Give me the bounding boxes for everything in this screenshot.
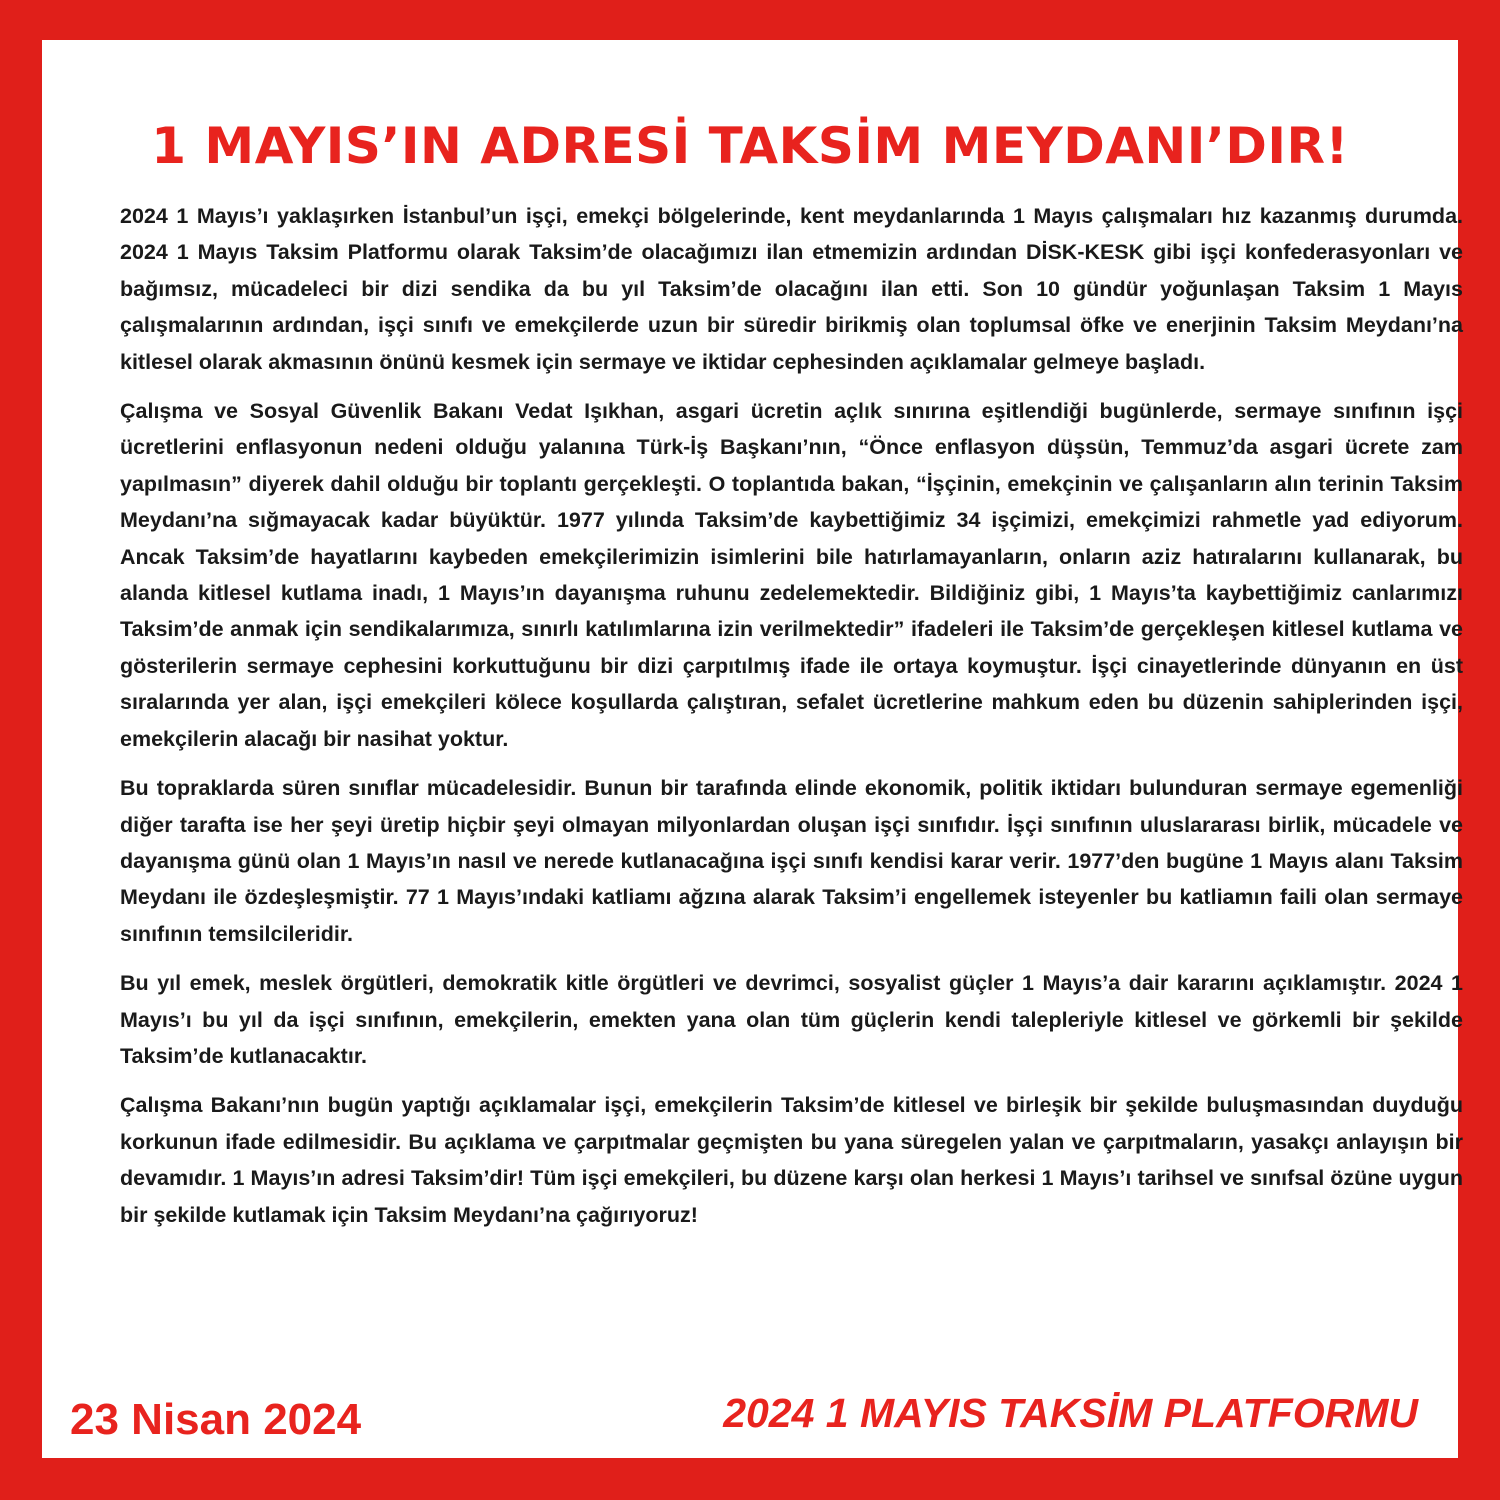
paragraph-5: Çalışma Bakanı’nın bugün yaptığı açıklamalar işçi, emekçilerin Taksim’de kitlesel ve birleşik bir şekilde buluşmasından duyduğu korkunun ifade edilmesidir. Bu açıklama ve çarpıtmalar geçmişten bu yana süregelen yalan ve çarpıtmaların, yasakçı anlayışın bir devamıdır. 1 Mayıs’ın adresi Taksim’dir! Tüm işçi emekçileri, bu düzene karşı olan herkesi 1 Mayıs’ı tarihsel ve sınıfsal özüne uygun bir şekilde kutlamak için Taksim Meydanı’na çağırıyoruz! — [120, 1093, 1463, 1227]
statement-date: 23 Nisan 2024 — [70, 1395, 362, 1444]
statement-body — [120, 198, 1463, 1246]
paragraph-4: Bu yıl emek, meslek örgütleri, demokratik kitle örgütleri ve devrimci, sosyalist güçler 1 Mayıs’a dair kararını açıklamıştır. 2024 1 Mayıs’ı bu yıl da işçi sınıfının, emekçilerin, emekten yana olan tüm güçlerin kendi talepleriyle kitlesel ve görkemli bir şekilde Taksim’de kutlanacaktır. — [120, 971, 1463, 1068]
paragraph-1: 2024 1 Mayıs’ı yaklaşırken İstanbul’un işçi, emekçi bölgelerinde, kent meydanlarında 1 Mayıs çalışmaları hız kazanmış durumda. 2024 1 Mayıs Taksim Platformu olarak Taksim’de olacağımızı ilan etmemizin ardından DİSK-KESK gibi işçi konfederasyonları ve bağımsız, mücadeleci bir dizi sendika da bu yıl Taksim’de olacağını ilan etti. Son 10 gündür yoğunlaşan Taksim 1 Mayıs çalışmalarının ardından, işçi sınıfı ve emekçilerde uzun bir süredir birikmiş olan toplumsal öfke ve enerjinin Taksim Meydanı’na kitlesel olarak akmasının önünü kesmek için sermaye ve iktidar cephesinden açıklamalar gelmeye başladı. — [120, 204, 1463, 374]
paragraph-2: Çalışma ve Sosyal Güvenlik Bakanı Vedat Işıkhan, asgari ücretin açlık sınırına eşitlendiği bugünlerde, sermaye sınıfının işçi ücretlerini enflasyonun nedeni olduğu yalanına Türk-İş Başkanı’nın, “Önce enflasyon düşsün, Temmuz’da asgari ücrete zam yapılmasın” diyerek dahil olduğu bir toplantı gerçekleşti. O toplantıda bakan, “İşçinin, emekçinin ve çalışanların alın terinin Taksim Meydanı’na sığmayacak kadar büyüktür. 1977 yılında Taksim’de kaybettiğimiz 34 işçimizi, emekçimizi rahmetle yad ediyorum. Ancak Taksim’de hayatlarını kaybeden emekçilerimizin isimlerini bile hatırlamayanların, onların aziz hatıralarını kullanarak, bu alanda kitlesel kutlama inadı, 1 Mayıs’ın dayanışma ruhunu zedelemektedir. Bildiğiniz gibi, 1 Mayıs’ta kaybettiğimiz canlarımızı Taksim’de anmak için sendikalarımıza, sınırlı katılımlarına izin verilmektedir” ifadeleri ile Taksim’de gerçekleşen kitlesel kutlama ve gösterilerin sermaye cephesini korkuttuğunu bir dizi çarpıtılmış ifade ile ortaya koymuştur. İşçi cinayetlerinde dünyanın en üst sıralarında yer alan, işçi emekçileri kölece koşullarda çalıştıran, sefalet ücretlerine mahkum eden bu düzenin sahiplerinden işçi, emekçilerin alacağı bir nasihat yoktur. — [120, 399, 1463, 751]
signature: 2024 1 MAYIS TAKSİM PLATFORMU — [723, 1390, 1418, 1436]
paragraph-3: Bu topraklarda süren sınıflar mücadelesidir. Bunun bir tarafında elinde ekonomik, politik iktidarı bulunduran sermaye egemenliği diğer tarafta ise her şeyi üretip hiçbir şeyi olmayan milyonlardan oluşan işçi sınıfıdır. İşçi sınıfının uluslararası birlik, mücadele ve dayanışma günü olan 1 Mayıs’ın nasıl ve nerede kutlanacağına işçi sınıfı kendisi karar verir. 1977’den bugüne 1 Mayıs alanı Taksim Meydanı ile özdeşleşmiştir. 77 1 Mayıs’ındaki katliamı ağzına alarak Taksim’i engellemek isteyenler bu katliamın faili olan sermaye sınıfının temsilcileridir. — [120, 776, 1463, 946]
statement-sheet — [42, 40, 1463, 1458]
page-title: 1 MAYIS’IN ADRESİ TAKSİM MEYDANI’DIR! — [151, 117, 1349, 175]
